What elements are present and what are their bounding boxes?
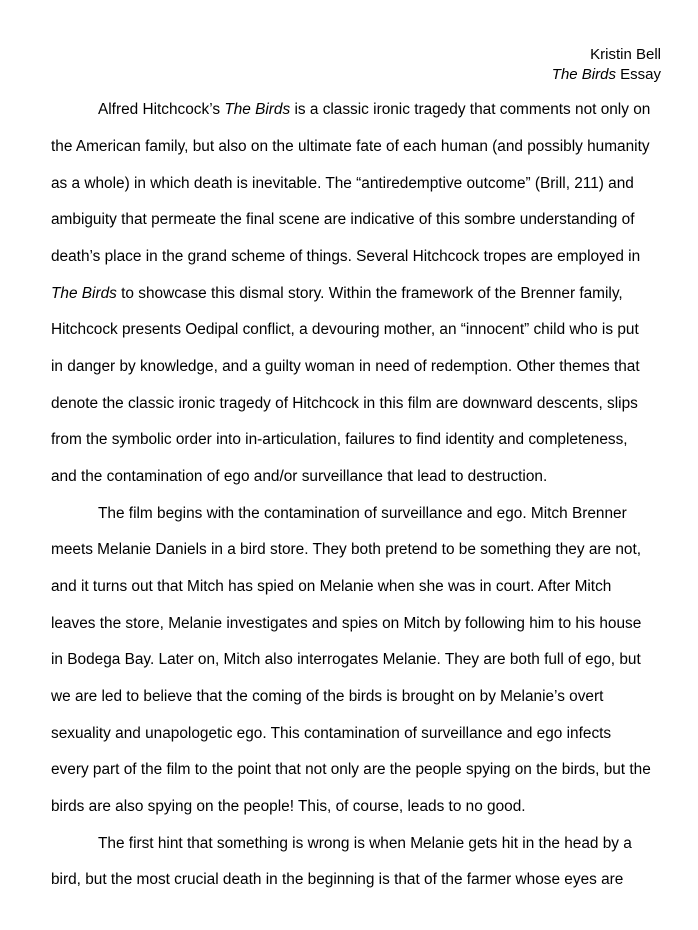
text-line: meets Melanie Daniels in a bird store. They both pretend to be something they are not, bbox=[51, 541, 642, 558]
essay-title bbox=[552, 65, 661, 85]
essay-title-italic: The Birds bbox=[551, 66, 616, 83]
text-line: birds are also spying on the people! This, of course, leads to no good. bbox=[51, 798, 526, 815]
text-line: Hitchcock presents Oedipal conflict, a devouring mother, an “innocent” child who is put bbox=[51, 321, 639, 338]
text-line: The first hint that something is wrong is when Melanie gets hit in the head by a bbox=[98, 835, 632, 852]
author-name: Kristin Bell bbox=[590, 46, 661, 63]
text-line: in danger by knowledge, and a guilty woman in need of redemption. Other themes that bbox=[51, 358, 640, 375]
text-line: we are led to believe that the coming of the birds is brought on by Melanie’s overt bbox=[51, 688, 604, 705]
text-line: ambiguity that permeate the final scene are indicative of this sombre understanding of bbox=[51, 211, 635, 228]
text-line: The Birds to showcase this dismal story. Within the framework of the Brenner family, bbox=[51, 285, 623, 302]
text-line: in Bodega Bay. Later on, Mitch also interrogates Melanie. They are both full of ego, but bbox=[51, 651, 641, 668]
text-line: every part of the film to the point that not only are the people spying on the birds, but the bbox=[51, 761, 651, 778]
text-line: denote the classic ironic tragedy of Hitchcock in this film are downward descents, slips bbox=[51, 395, 638, 412]
text-line: death’s place in the grand scheme of things. Several Hitchcock tropes are employed in bbox=[51, 248, 641, 265]
text-line: The film begins with the contamination of surveillance and ego. Mitch Brenner bbox=[98, 505, 627, 522]
text-line: bird, but the most crucial death in the beginning is that of the farmer whose eyes are bbox=[51, 871, 624, 888]
text-line: and the contamination of ego and/or surveillance that lead to destruction. bbox=[51, 468, 548, 485]
essay-title-rest: Essay bbox=[615, 66, 661, 83]
text-line: from the symbolic order into in-articulation, failures to find identity and completeness, bbox=[51, 431, 628, 448]
text-line: sexuality and unapologetic ego. This contamination of surveillance and ego infects bbox=[51, 725, 612, 742]
text-line: and it turns out that Mitch has spied on Melanie when she was in court. After Mitch bbox=[51, 578, 612, 595]
page-header bbox=[552, 45, 661, 85]
text-line: as a whole) in which death is inevitable. The “antiredemptive outcome” (Brill, 211) and bbox=[51, 175, 634, 192]
text-line: the American family, but also on the ultimate fate of each human (and possibly humanity bbox=[51, 138, 650, 155]
text-line: Alfred Hitchcock’s The Birds is a classic ironic tragedy that comments not only on bbox=[98, 101, 651, 118]
text-line: leaves the store, Melanie investigates and spies on Mitch by following him to his house bbox=[51, 615, 642, 632]
